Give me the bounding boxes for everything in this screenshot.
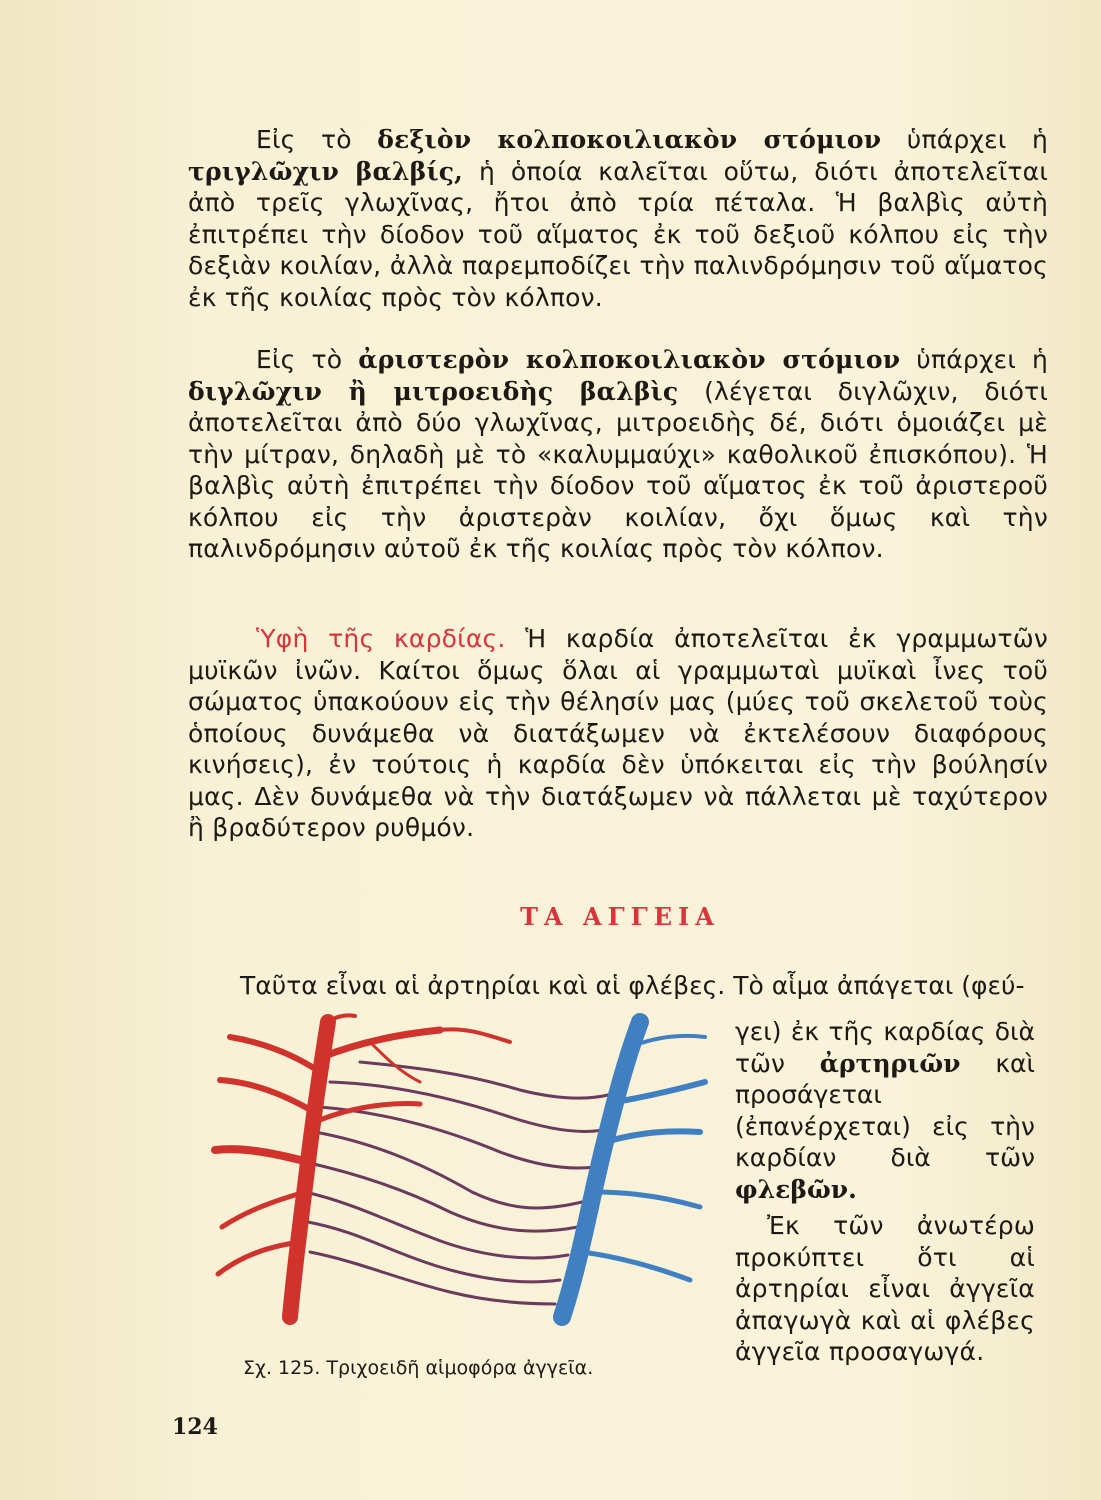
p4-arteries: ἀρτηριῶν: [819, 1048, 961, 1078]
p2-mid: ὑπάρχει ἡ: [916, 345, 1049, 374]
page-number: 124: [172, 1414, 218, 1440]
vessels-conclusion-paragraph: Ἐκ τῶν ἀνωτέρω προκύπτει ὅτι αἱ ἀρτηρίαι εἶναι ἀγγεῖα ἀπαγωγὰ καὶ αἱ φλέβες ἀγγεῖα προσαγωγά.: [735, 1211, 1035, 1366]
p1-valve: τριγλῶχιν βαλβίς,: [188, 156, 464, 186]
p4-text-b: καὶ προσάγεται (ἐπανέρχεται) εἰς τὴν καρδίαν διὰ τῶν: [735, 1048, 1036, 1172]
p2-rest: (λέγεται διγλῶχιν, διότι ἀποτελεῖται ἀπὸ δύο γλωχῖνας, μιτροειδὴς δέ, διότι ὁμοιάζει μὲ τὴν μίτραν, δηλαδὴ μὲ τὸ «καλυμμαύχι» καθολικοῦ ἐπισκόπου). Ἡ βαλβὶς αὐτὴ ἐπιτρέπει τὴν δίοδον τοῦ αἵματος ἐκ τοῦ ἀριστεροῦ κόλπου εἰς τὴν ἀριστερὰν κοιλίαν, ὄχι ὅμως καὶ τὴν παλινδρόμησιν αὐτοῦ ἐκ τῆς κοιλίας πρὸς τὸν κόλπον.: [188, 376, 1048, 563]
heart-tissue-paragraph: [188, 623, 1048, 844]
capillary-figure: [210, 1012, 715, 1332]
capillary-network: [305, 1062, 612, 1304]
p1-rest: ἡ ὁποία καλεῖται οὕτω, διότι ἀποτελεῖται ἀπὸ τρεῖς γλωχῖνας, ἤτοι ἀπὸ τρία πέταλα. Ἡ βαλβὶς αὐτὴ ἐπιτρέπει τὴν δίοδον τοῦ αἵματος ἐκ τοῦ δεξιοῦ κόλπου εἰς τὴν δεξιὰν κοιλίαν, ἀλλὰ παρεμποδίζει τὴν παλινδρόμησιν τοῦ αἵματος ἐκ τῆς κοιλίας πρὸς τὸν κόλπον.: [188, 156, 1048, 312]
p1-intro: Εἰς τὸ: [256, 125, 352, 154]
vessels-intro: Ταῦτα εἶναι αἱ ἀρτηρίαι καὶ αἱ φλέβες. Τὸ αἷμα ἀπάγεται (φεύ-: [240, 971, 1025, 1000]
p1-term: δεξιὸν κολποκοιλιακὸν στόμιον: [377, 125, 882, 154]
vessels-heading: ΤΑ ΑΓΓΕΙΑ: [520, 902, 720, 931]
p4-text-a: γει) ἐκ τῆς καρδίας διὰ τῶν: [735, 1017, 1035, 1078]
mitral-paragraph: [188, 344, 1048, 565]
vessels-flow-paragraph: [735, 1016, 1035, 1205]
p4-veins: φλεβῶν.: [735, 1174, 857, 1204]
heart-tissue-title: Ὑφὴ τῆς καρδίας.: [256, 624, 506, 653]
artery: [215, 1015, 510, 1317]
vein: [562, 1022, 705, 1317]
p2-valve: διγλῶχιν ἢ μιτροειδὴς βαλβὶς: [188, 376, 679, 406]
p2-term: ἀριστερὸν κολποκοιλιακὸν στόμιον: [358, 345, 901, 374]
p1-mid: ὑπάρχει ἡ: [906, 125, 1048, 154]
heart-tissue-body: Ἡ καρδία ἀποτελεῖται ἐκ γραμμωτῶν μυϊκῶν ἰνῶν. Καίτοι ὅμως ὅλαι αἱ γραμμωταὶ μυϊκαὶ ἶνες τοῦ σώματος ὑπακούουν εἰς τὴν θέλησίν μας (μύες τοῦ σκελετοῦ τοὺς ὁποίους δυνάμεθα νὰ διατάξωμεν νὰ ἐκτελέσουν διαφόρους κινήσεις), ἐν τούτοις ἡ καρδία δὲν ὑπόκειται εἰς τὴν βούλησίν μας. Δὲν δυνάμεθα νὰ τὴν διατάξωμεν νὰ πάλλεται μὲ ταχύτερον ἢ βραδύτερον ρυθμόν.: [188, 624, 1049, 842]
figure-caption: Σχ. 125. Τριχοειδῆ αἱμοφόρα ἀγγεῖα.: [243, 1357, 594, 1379]
p2-intro: Εἰς τὸ: [256, 345, 343, 374]
tricuspid-paragraph: [188, 124, 1048, 313]
